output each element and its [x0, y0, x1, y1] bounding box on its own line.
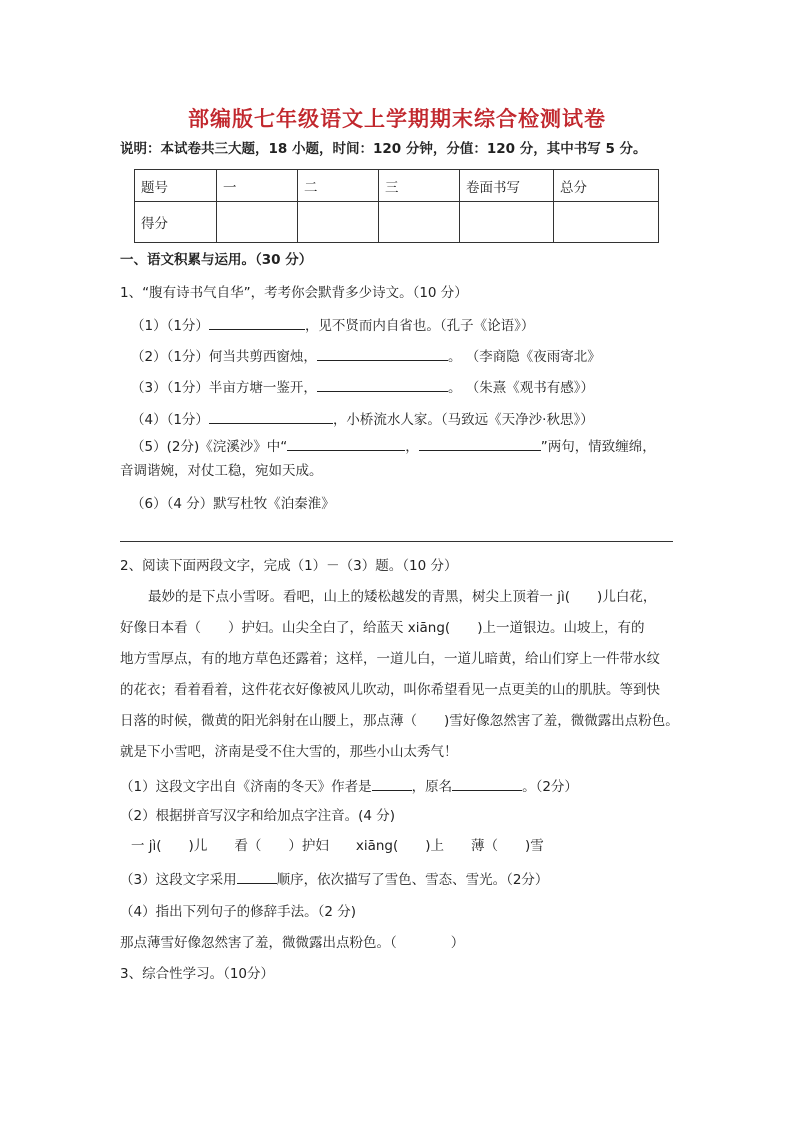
q2-sub2-items: 一 jì( )儿 看（ ）护妇 xiāng( )上 薄（ )雪	[131, 838, 544, 854]
q2-sub3-suffix: 顺序，依次描写了雪色、雪态、雪光。（2分）	[276, 872, 549, 888]
passage-line: 日落的时候，微黄的阳光斜射在山腰上，那点薄（ )雪好像忽然害了羞，微微露出点粉色。	[120, 713, 679, 729]
q1-item5-suffix: ”两句，情致缠绵，	[540, 439, 656, 455]
answer-blank[interactable]	[237, 869, 277, 884]
score-table-header-row	[135, 170, 659, 202]
q1-item-prefix: （3）（1分）半亩方塘一鉴开，	[131, 380, 317, 396]
score-table	[134, 169, 659, 243]
q2-sub1-prefix: （1）这段文字出自《济南的冬天》作者是	[120, 779, 372, 795]
q1-item-5	[131, 436, 656, 456]
q2-sub4: （4）指出下列句子的修辞手法。（2 分)	[120, 904, 356, 920]
q1-item5-mid: ，	[405, 439, 419, 455]
instructions: 说明：本试卷共三大题，18 小题，时间：120 分钟，分值：120 分，其中书写 5 分。	[120, 141, 647, 157]
q1-item-4	[131, 409, 594, 429]
q2-sub3-prefix: （3）这段文字采用	[120, 872, 237, 888]
passage-line: 的花衣；看着看着，这件花衣好像被风儿吹动，叫你希望看见一点更美的山的肌肤。等到快	[120, 682, 660, 698]
score-header-cell: 总分	[554, 170, 659, 202]
q3-stem: 3、综合性学习。（10分）	[120, 966, 275, 982]
score-cell[interactable]	[217, 202, 298, 243]
score-header-cell: 三	[379, 170, 460, 202]
q1-stem: 1、“腹有诗书气自华”，考考你会默背多少诗文。（10 分）	[120, 285, 468, 301]
passage-line: 地方雪厚点，有的地方草色还露着；这样，一道儿白，一道儿暗黄，给山们穿上一件带水纹	[120, 651, 660, 667]
passage-line: 就是下小雪吧，济南是受不住大雪的，那些小山太秀气！	[120, 744, 458, 760]
score-header-cell: 二	[298, 170, 379, 202]
answer-line[interactable]	[120, 541, 673, 542]
q1-item-2	[131, 346, 601, 366]
answer-blank[interactable]	[317, 377, 448, 392]
answer-blank[interactable]	[287, 436, 405, 451]
score-header-cell: 一	[217, 170, 298, 202]
q1-item-1	[131, 315, 534, 335]
q1-item-prefix: （2）（1分）何当共剪西窗烛，	[131, 349, 317, 365]
answer-blank[interactable]	[419, 436, 541, 451]
score-header-cell: 题号	[135, 170, 217, 202]
score-cell[interactable]	[298, 202, 379, 243]
answer-blank[interactable]	[452, 776, 522, 791]
q1-item-suffix: ，小桥流水人家。（马致远《天净沙·秋思》）	[332, 412, 594, 428]
answer-blank[interactable]	[209, 315, 305, 330]
answer-blank[interactable]	[209, 409, 333, 424]
q2-sub2: （2）根据拼音写汉字和给加点字注音。(4 分)	[120, 808, 396, 824]
passage-line: 好像日本看（ ）护妇。山尖全白了，给蓝天 xiāng( )上一道银边。山坡上，有的	[120, 620, 645, 636]
page-title: 部编版七年级语文上学期期末综合检测试卷	[188, 106, 606, 131]
answer-blank[interactable]	[372, 776, 412, 791]
q2-passage	[120, 582, 679, 768]
q1-item-prefix: （4）（1分）	[131, 412, 209, 428]
score-cell[interactable]	[379, 202, 460, 243]
section1-heading: 一、语文积累与运用。（30 分）	[120, 252, 313, 268]
passage-line: 最妙的是下点小雪呀。看吧，山上的矮松越发的青黑，树尖上顶着一 jì( )儿白花，	[148, 589, 657, 605]
q1-item-suffix: 。 （朱熹《观书有感》）	[447, 380, 594, 396]
score-table-score-row	[135, 202, 659, 243]
q1-item5-prefix: （5）(2分)《浣溪沙》中“	[131, 439, 288, 455]
score-header-cell: 卷面书写	[460, 170, 554, 202]
q2-sub1	[120, 776, 578, 796]
q1-item-prefix: （1）（1分）	[131, 318, 209, 334]
score-cell[interactable]	[554, 202, 659, 243]
q1-item-suffix: ，见不贤而内自省也。（孔子《论语》）	[304, 318, 535, 334]
q2-sub3	[120, 869, 548, 889]
q2-stem: 2、阅读下面两段文字，完成（1）－（3）题。（10 分）	[120, 558, 458, 574]
q1-item-3	[131, 377, 594, 397]
answer-blank[interactable]	[317, 346, 448, 361]
q2-sub4-sentence: 那点薄雪好像忽然害了羞，微微露出点粉色。（ ）	[120, 935, 465, 951]
q1-item-suffix: 。 （李商隐《夜雨寄北》	[447, 349, 601, 365]
q1-item-6: （6）（4 分）默写杜牧《泊秦淮》	[131, 496, 335, 512]
q2-sub1-mid: ，原名	[411, 779, 453, 795]
score-row-label: 得分	[135, 202, 217, 243]
score-cell[interactable]	[460, 202, 554, 243]
q2-sub1-suffix: 。（2分）	[522, 779, 578, 795]
q1-item5-continuation: 音调谐婉，对仗工稳，宛如天成。	[120, 463, 323, 479]
